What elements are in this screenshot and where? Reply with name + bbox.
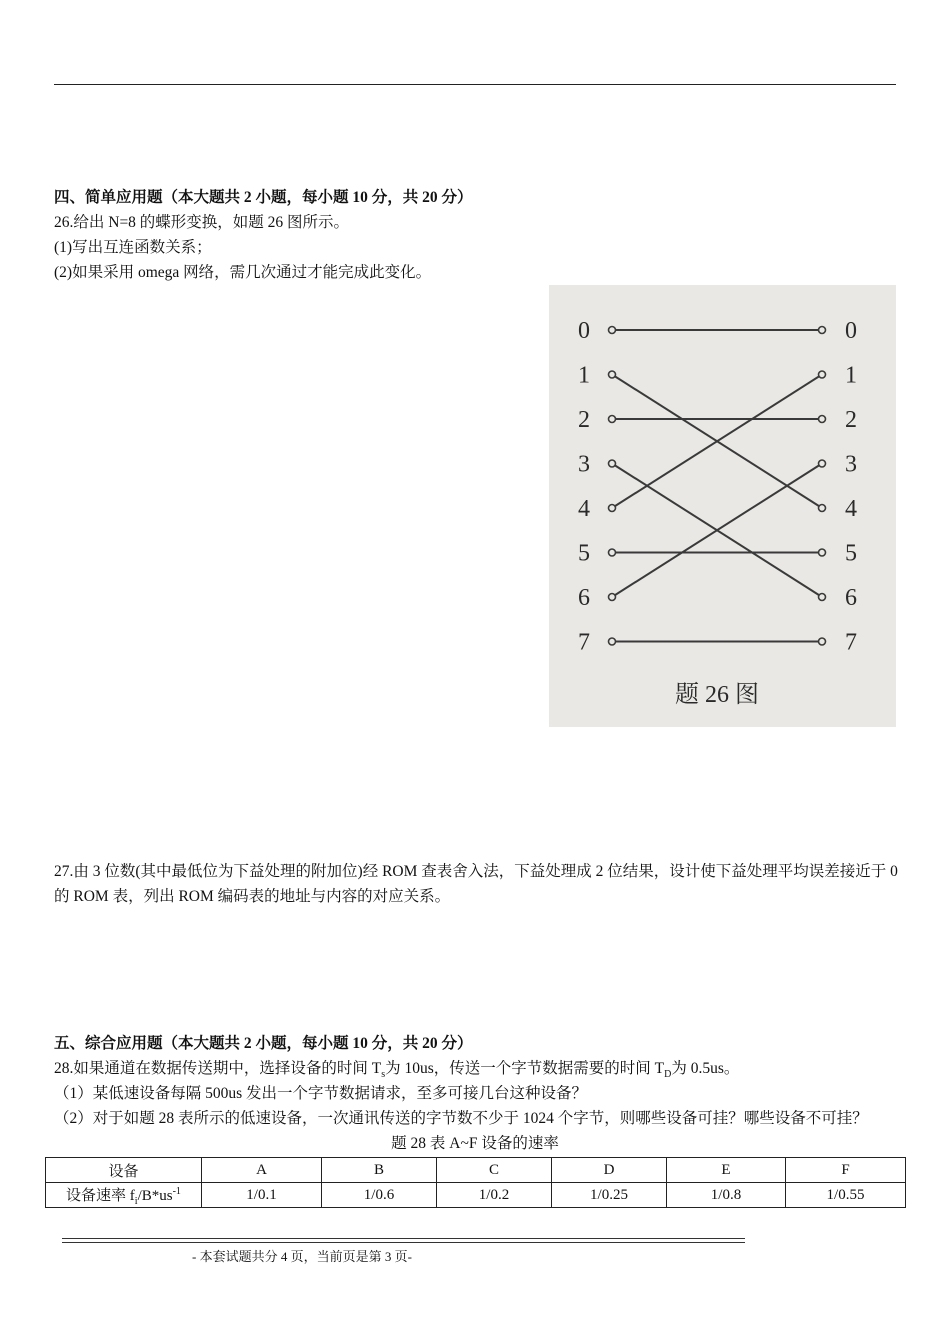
question-28-stem: 28.如果通道在数据传送期中，选择设备的时间 $T_s$为 10us，传送一个字节数据需要的时间 $T_D$为 0.5us。 — [54, 1060, 740, 1081]
footer-rule — [62, 1238, 745, 1243]
header-rule — [54, 84, 896, 85]
table-header-row — [46, 1158, 906, 1183]
butterfly-diagram — [549, 285, 896, 727]
rate-cell: 1/0.1 — [202, 1183, 322, 1208]
input-label: 4 — [578, 496, 590, 522]
table-row — [46, 1183, 906, 1208]
output-label: 3 — [845, 451, 857, 478]
input-node — [609, 549, 616, 556]
input-node — [609, 371, 616, 378]
output-node — [819, 327, 826, 334]
input-label: 5 — [578, 540, 590, 567]
input-label: 0 — [578, 318, 590, 344]
output-node — [819, 371, 826, 378]
output-node — [819, 416, 826, 423]
question-26-stem: 26.给出 N=8 的蝶形变换，如题 26 图所示。 — [54, 214, 350, 231]
input-label: 1 — [578, 362, 590, 389]
question-26-part-1: (1)写出互连函数关系； — [54, 239, 212, 256]
input-label: 3 — [578, 451, 590, 478]
header-cell: C — [437, 1158, 552, 1183]
output-label: 6 — [845, 585, 857, 611]
input-node — [609, 416, 616, 423]
input-node — [609, 638, 616, 645]
header-cell: D — [552, 1158, 667, 1183]
rate-cell: 1/0.8 — [667, 1183, 786, 1208]
input-node — [609, 460, 616, 467]
input-node — [609, 594, 616, 601]
output-label: 5 — [845, 540, 857, 567]
output-label: 1 — [845, 362, 857, 389]
rate-cell: 1/0.55 — [786, 1183, 906, 1208]
section-5-heading: 五、综合应用题（本大题共 2 小题，每小题 10 分，共 20 分） — [54, 1035, 473, 1052]
output-node — [819, 594, 826, 601]
question-27-text: 27.由 3 位数(其中最低位为下益处理的附加位)经 ROM 查表舍入法，下益处理成 2 位结果，设计使下益处理平均误差接近于 0 的 ROM 表，列出 ROM 编码表的地址与内容的对应关系。 — [54, 863, 898, 905]
input-label: 6 — [578, 585, 590, 611]
output-label: 0 — [845, 318, 857, 344]
input-node — [609, 327, 616, 334]
header-cell: E — [667, 1158, 786, 1183]
input-node — [609, 505, 616, 512]
question-28-part-1: （1）某低速设备每隔 500us 发出一个字节数据请求，至多可接几台这种设备？ — [54, 1085, 588, 1102]
output-label: 7 — [845, 629, 857, 656]
output-node — [819, 638, 826, 645]
header-cell: B — [322, 1158, 437, 1183]
device-rate-table — [45, 1157, 906, 1208]
output-node — [819, 549, 826, 556]
rate-cell: 1/0.25 — [552, 1183, 667, 1208]
butterfly-figure — [549, 285, 896, 727]
header-cell: F — [786, 1158, 906, 1183]
page-footer: - 本套试题共分 4 页，当前页是第 3 页- — [192, 1249, 412, 1264]
input-label: 7 — [578, 629, 590, 656]
figure-caption: 题 26 图 — [675, 682, 759, 708]
table-caption: 题 28 表 A~F 设备的速率 — [391, 1135, 559, 1152]
question-28-part-2: （2）对于如题 28 表所示的低速设备，一次通讯传送的字节数不少于 1024 个字节，则哪些设备可挂？哪些设备不可挂？ — [54, 1110, 868, 1127]
rate-label-cell: 设备速率 $f_i/B*us^{-1}$ — [46, 1183, 202, 1208]
output-node — [819, 460, 826, 467]
output-label: 4 — [845, 496, 857, 522]
header-cell: A — [202, 1158, 322, 1183]
question-26-part-2: (2)如果采用 omega 网络，需几次通过才能完成此变化。 — [54, 264, 432, 281]
input-label: 2 — [578, 407, 590, 433]
rate-cell: 1/0.2 — [437, 1183, 552, 1208]
output-label: 2 — [845, 407, 857, 433]
section-4-heading: 四、简单应用题（本大题共 2 小题，每小题 10 分，共 20 分） — [54, 189, 473, 206]
header-cell-device: 设备 — [46, 1158, 202, 1183]
output-node — [819, 505, 826, 512]
rate-cell: 1/0.6 — [322, 1183, 437, 1208]
